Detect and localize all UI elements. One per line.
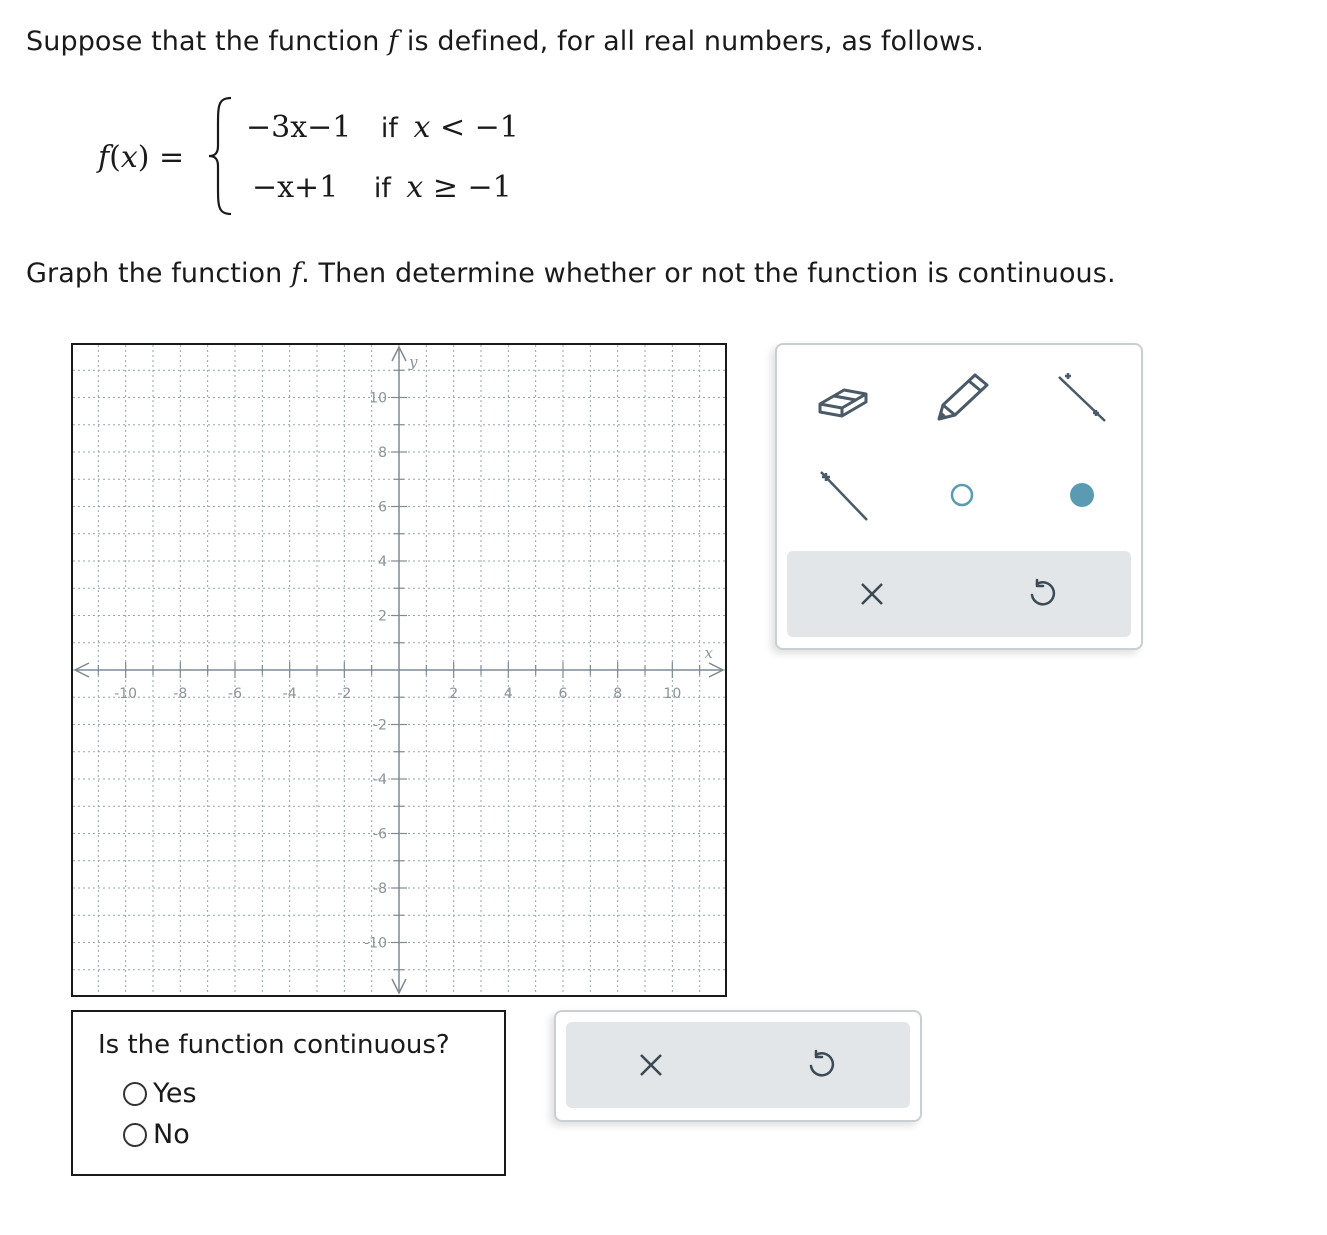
open-circle-icon (942, 475, 982, 515)
filled-circle-icon (1062, 475, 1102, 515)
pencil-icon (931, 367, 993, 427)
line-icon (1051, 367, 1113, 427)
x-tick-label: 4 (503, 686, 513, 702)
definition-lhs: f(x) = (98, 140, 185, 175)
piece-2: −x+1 if x ≥ −1 (252, 170, 512, 205)
y-tick-label: -4 (373, 772, 387, 788)
function-name: f (388, 26, 399, 57)
x-tick-label: 8 (613, 686, 623, 702)
answer-action-bar (566, 1022, 910, 1108)
piece-2-expression: −x+1 (252, 170, 339, 205)
x-tick-label: 10 (663, 686, 682, 702)
closed-point-tool[interactable] (1047, 463, 1117, 527)
open-point-tool[interactable] (927, 463, 997, 527)
ray-tool[interactable] (807, 463, 877, 527)
function-name: f (291, 258, 302, 289)
y-tick-label: -6 (373, 826, 387, 843)
graph-canvas[interactable] (71, 343, 727, 997)
x-tick-label: -4 (282, 686, 297, 702)
y-tick-label: -10 (364, 935, 387, 952)
option-no[interactable] (123, 1119, 190, 1150)
prompt-text: Graph the function (26, 258, 283, 289)
radio-no[interactable] (123, 1123, 147, 1147)
radio-yes[interactable] (123, 1082, 147, 1106)
y-tick-label: 10 (369, 390, 387, 407)
close-icon (636, 1050, 666, 1080)
question-title: Is the function continuous? (98, 1030, 450, 1060)
prompt-line-1 (26, 26, 984, 57)
y-tick-label: 4 (378, 554, 387, 570)
continuity-question (71, 1010, 506, 1176)
graph-action-bar (787, 551, 1131, 637)
x-tick-label: -10 (114, 686, 138, 702)
close-icon (857, 579, 887, 609)
option-yes[interactable] (123, 1078, 197, 1109)
prompt-text: . Then determine whether or not the function is continuous. (301, 258, 1116, 289)
undo-icon (805, 1049, 837, 1081)
x-tick-label: -2 (337, 686, 352, 702)
graph-tool-panel (775, 343, 1143, 650)
ray-icon (811, 464, 873, 526)
x-axis-label: x (704, 644, 713, 662)
y-tick-label: 2 (378, 608, 387, 625)
answer-undo-button[interactable] (776, 1035, 866, 1095)
y-tick-label: 8 (378, 445, 387, 461)
answer-clear-button[interactable] (606, 1035, 696, 1095)
piece-1: −3x−1 if x < −1 (246, 110, 519, 145)
eraser-icon (812, 372, 872, 422)
y-tick-label: -8 (373, 881, 387, 897)
piece-1-expression: −3x−1 (246, 110, 352, 145)
y-tick-label: 6 (378, 499, 387, 516)
line-tool[interactable] (1047, 365, 1117, 429)
pencil-tool[interactable] (927, 365, 997, 429)
y-axis-label: y (409, 353, 418, 371)
prompt-line-2 (26, 258, 1116, 289)
eraser-tool[interactable] (807, 367, 877, 427)
answer-action-panel (554, 1010, 922, 1122)
y-tick-label: -2 (373, 717, 387, 734)
brace-icon (206, 96, 236, 216)
x-tick-label: 2 (449, 686, 459, 702)
x-tick-label: -6 (228, 686, 242, 702)
x-tick-label: 6 (558, 686, 568, 702)
graph-clear-button[interactable] (827, 564, 917, 624)
option-label: No (153, 1119, 190, 1150)
graph-undo-button[interactable] (997, 564, 1087, 624)
option-label: Yes (153, 1078, 197, 1109)
undo-icon (1026, 578, 1058, 610)
prompt-text: is defined, for all real numbers, as follows. (406, 26, 984, 57)
x-tick-label: -8 (173, 686, 188, 702)
prompt-text: Suppose that the function (26, 26, 380, 57)
